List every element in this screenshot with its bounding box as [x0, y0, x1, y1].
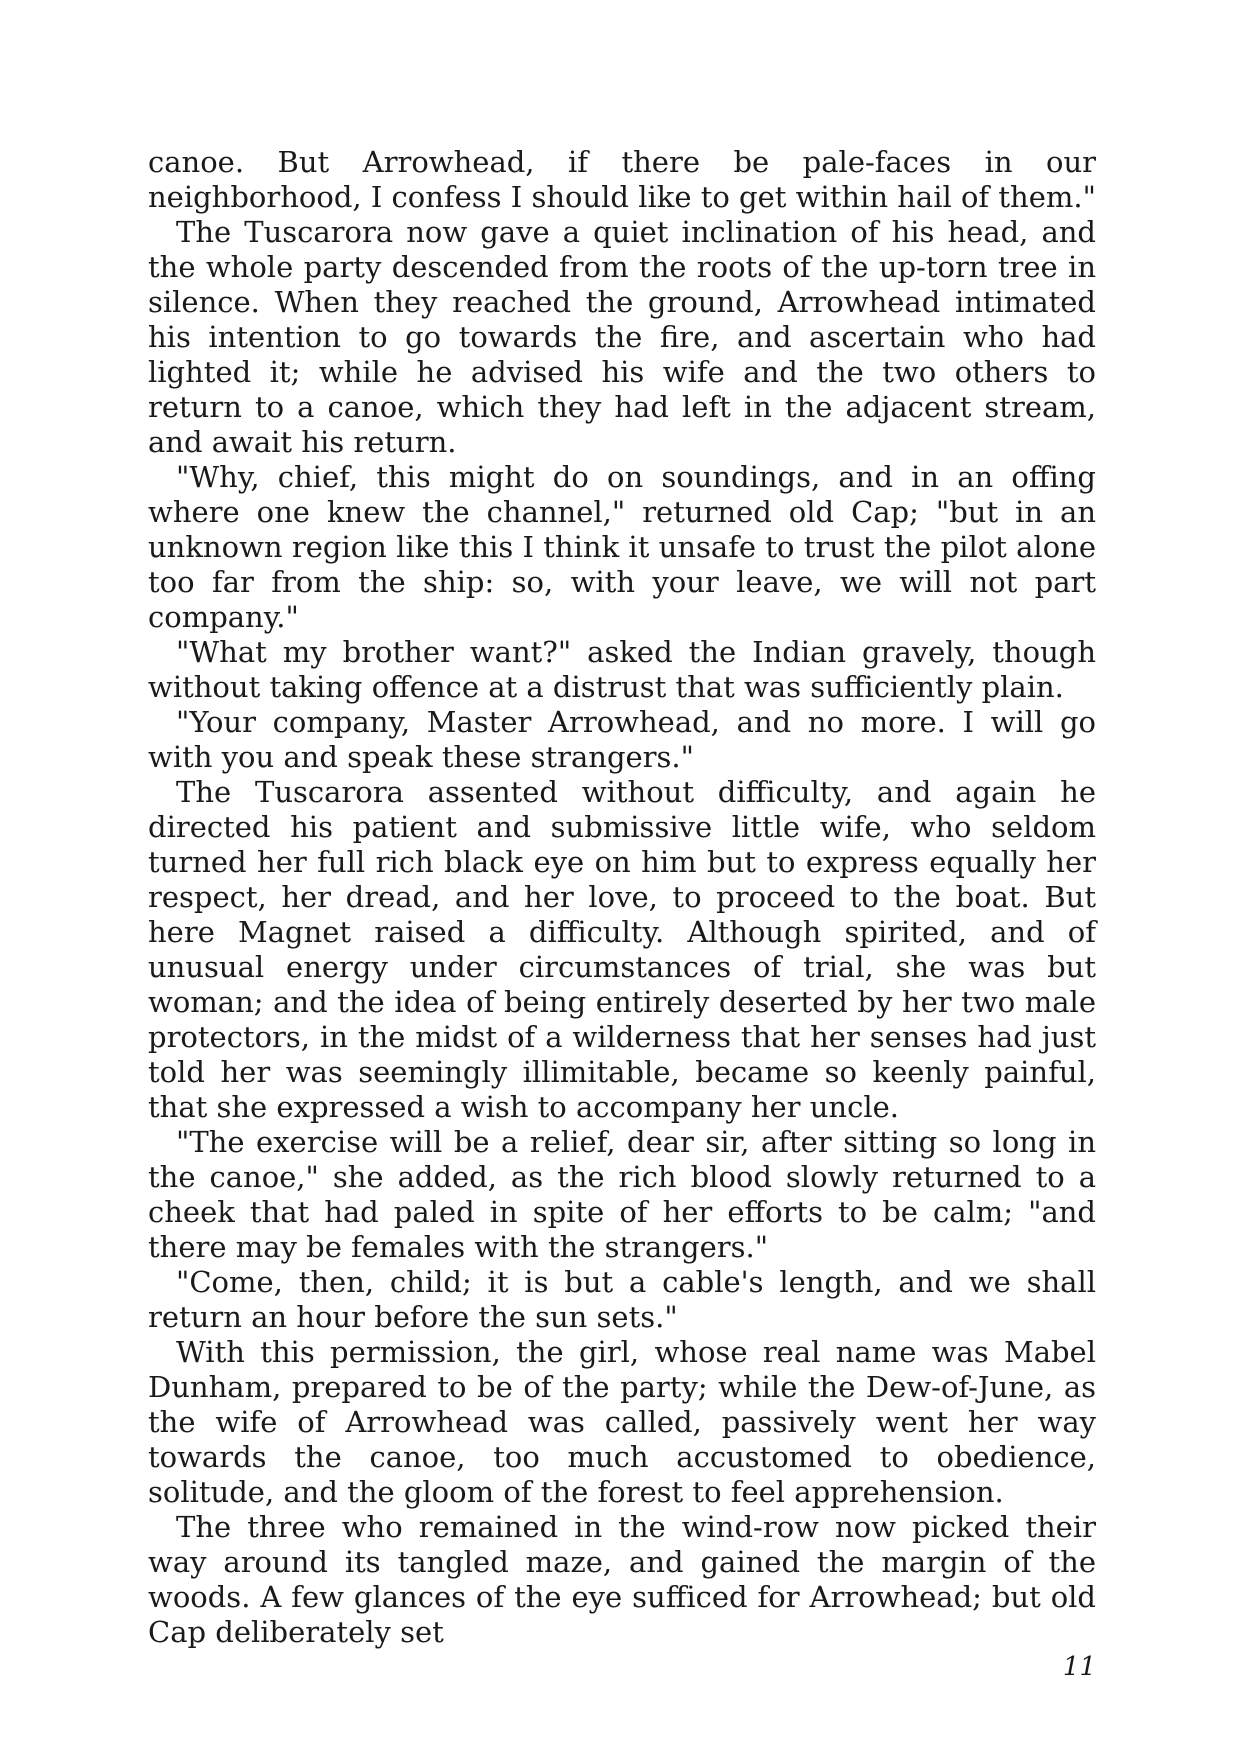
paragraph-10: The three who remained in the wind-row now picked their way around its tangled maze, and gained the margin of the woods. A few glances of the eye sufficed for Arrowhead; but old Cap deliberately set — [148, 1510, 1096, 1649]
paragraph-3: "Why, chief, this might do on soundings, and in an offing where one knew the channel," returned old Cap; "but in an unknown region like this I think it unsafe to trust the pilot alone too far from the ship: so, with your leave, we will not part company." — [148, 460, 1096, 634]
paragraph-2: The Tuscarora now gave a quiet inclination of his head, and the whole party descended from the roots of the up-torn tree in silence. When they reached the ground, Arrowhead intimated his intention to go towards the fire, and ascertain who had lighted it; while he advised his wife and the two others to return to a canoe, which they had left in the adjacent stream, and await his return. — [148, 215, 1096, 459]
paragraph-6: The Tuscarora assented without difficulty, and again he directed his patient and submissive little wife, who seldom turned her full rich black eye on him but to express equally her respect, her dread, and her love, to proceed to the boat. But here Magnet raised a difficulty. Although spirited, and of unusual energy under circumstances of trial, she was but woman; and the idea of being entirely deserted by her two male protectors, in the midst of a wilderness that her senses had just told her was seemingly illimitable, became so keenly painful, that she expressed a wish to accompany her uncle. — [148, 775, 1096, 1124]
page-body — [148, 145, 1096, 1650]
paragraph-7: "The exercise will be a relief, dear sir, after sitting so long in the canoe," she added, as the rich blood slowly returned to a cheek that had paled in spite of her efforts to be calm; "and there may be females with the strangers." — [148, 1125, 1096, 1264]
paragraph-1: canoe. But Arrowhead, if there be pale-faces in our neighborhood, I confess I should like to get within hail of them." — [148, 145, 1096, 214]
paragraph-8: "Come, then, child; it is but a cable's length, and we shall return an hour before the sun sets." — [148, 1265, 1096, 1334]
page-number: 11 — [1062, 1652, 1096, 1682]
paragraph-4: "What my brother want?" asked the Indian gravely, though without taking offence at a distrust that was sufficiently plain. — [148, 635, 1096, 704]
paragraph-5: "Your company, Master Arrowhead, and no more. I will go with you and speak these strangers." — [148, 705, 1096, 774]
paragraph-9: With this permission, the girl, whose real name was Mabel Dunham, prepared to be of the party; while the Dew-of-June, as the wife of Arrowhead was called, passively went her way towards the canoe, too much accustomed to obedience, solitude, and the gloom of the forest to feel apprehension. — [148, 1335, 1096, 1509]
